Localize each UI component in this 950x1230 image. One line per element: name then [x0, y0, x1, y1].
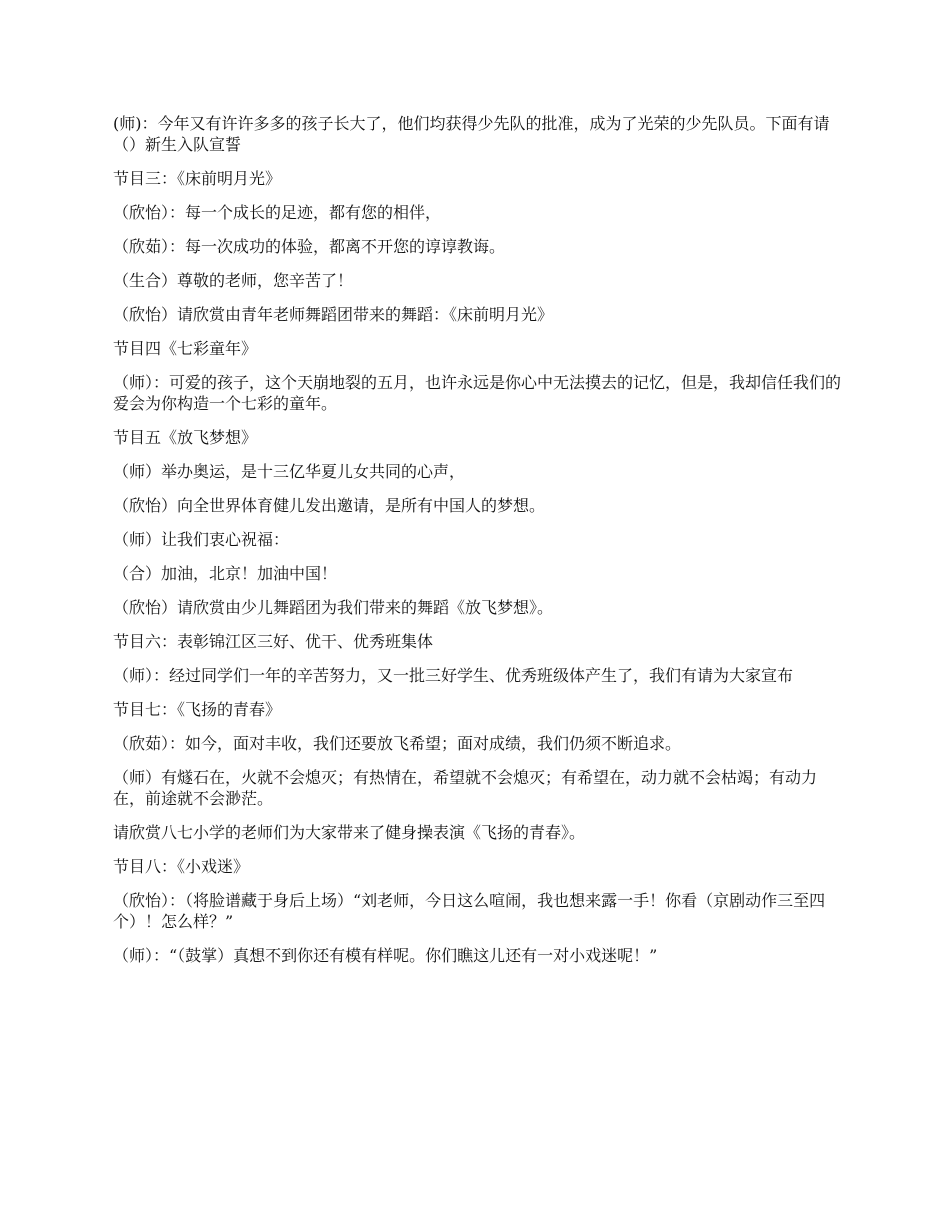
paragraph-17: 节目七：《飞扬的青春》 — [113, 700, 282, 719]
paragraph-20: 请欣赏八七小学的老师们为大家带来了健身操表演《飞扬的青春》。 — [113, 823, 586, 842]
paragraph-1: (师)：今年又有许许多多的孩子长大了，他们均获得少先队的批准，成为了光荣的少先队员。下面有请（）新生入队宣誓 — [113, 114, 830, 154]
paragraph-13: （合）加油，北京！加油中国！ — [113, 564, 338, 583]
paragraph-8: （师）：可爱的孩子，这个天崩地裂的五月，也许永远是你心中无法摸去的记忆，但是，我却信任我们的爱会为你构造一个七彩的童年。 — [113, 373, 842, 413]
paragraph-23: （师）：“（鼓掌）真想不到你还有模有样呢。你们瞧这儿还有一对小戏迷呢！” — [113, 946, 658, 965]
paragraph-12: （师）让我们衷心祝福： — [113, 530, 290, 549]
paragraph-21: 节目八：《小戏迷》 — [113, 857, 250, 876]
paragraph-3: （欣怡）：每一个成长的足迹，都有您的相伴， — [113, 203, 442, 222]
paragraph-4: （欣茹）：每一次成功的体验，都离不开您的谆谆教诲。 — [113, 237, 506, 256]
paragraph-14: （欣怡）请欣赏由少儿舞蹈团为我们带来的舞蹈《放飞梦想》。 — [113, 598, 554, 617]
document-body — [113, 113, 841, 979]
paragraph-6: （欣怡）请欣赏由青年老师舞蹈团带来的舞蹈：《床前明月光》 — [113, 305, 554, 324]
paragraph-16: （师）：经过同学们一年的辛苦努力，又一批三好学生、优秀班级体产生了，我们有请为大家宣布 — [113, 666, 794, 685]
paragraph-22: （欣怡）：（将脸谱藏于身后上场）“刘老师，今日这么喧闹，我也想来露一手！你看（京剧动作三至四个）！怎么样？” — [113, 891, 826, 931]
paragraph-11: （欣怡）向全世界体育健儿发出邀请，是所有中国人的梦想。 — [113, 496, 546, 515]
paragraph-2: 节目三：《床前明月光》 — [113, 169, 282, 188]
paragraph-18: （欣茹）：如今，面对丰收，我们还要放飞希望；面对成绩，我们仍须不断追求。 — [113, 734, 682, 753]
paragraph-7: 节目四《七彩童年》 — [113, 339, 258, 358]
paragraph-9: 节目五《放飞梦想》 — [113, 428, 258, 447]
paragraph-15: 节目六：表彰锦江区三好、优干、优秀班集体 — [113, 632, 434, 651]
paragraph-5: （生合）尊敬的老师，您辛苦了！ — [113, 271, 354, 290]
paragraph-19: （师）有燧石在，火就不会熄灭；有热情在，希望就不会熄灭；有希望在，动力就不会枯竭；有动力在，前途就不会渺茫。 — [113, 768, 818, 808]
paragraph-10: （师）举办奥运，是十三亿华夏儿女共同的心声， — [113, 462, 466, 481]
